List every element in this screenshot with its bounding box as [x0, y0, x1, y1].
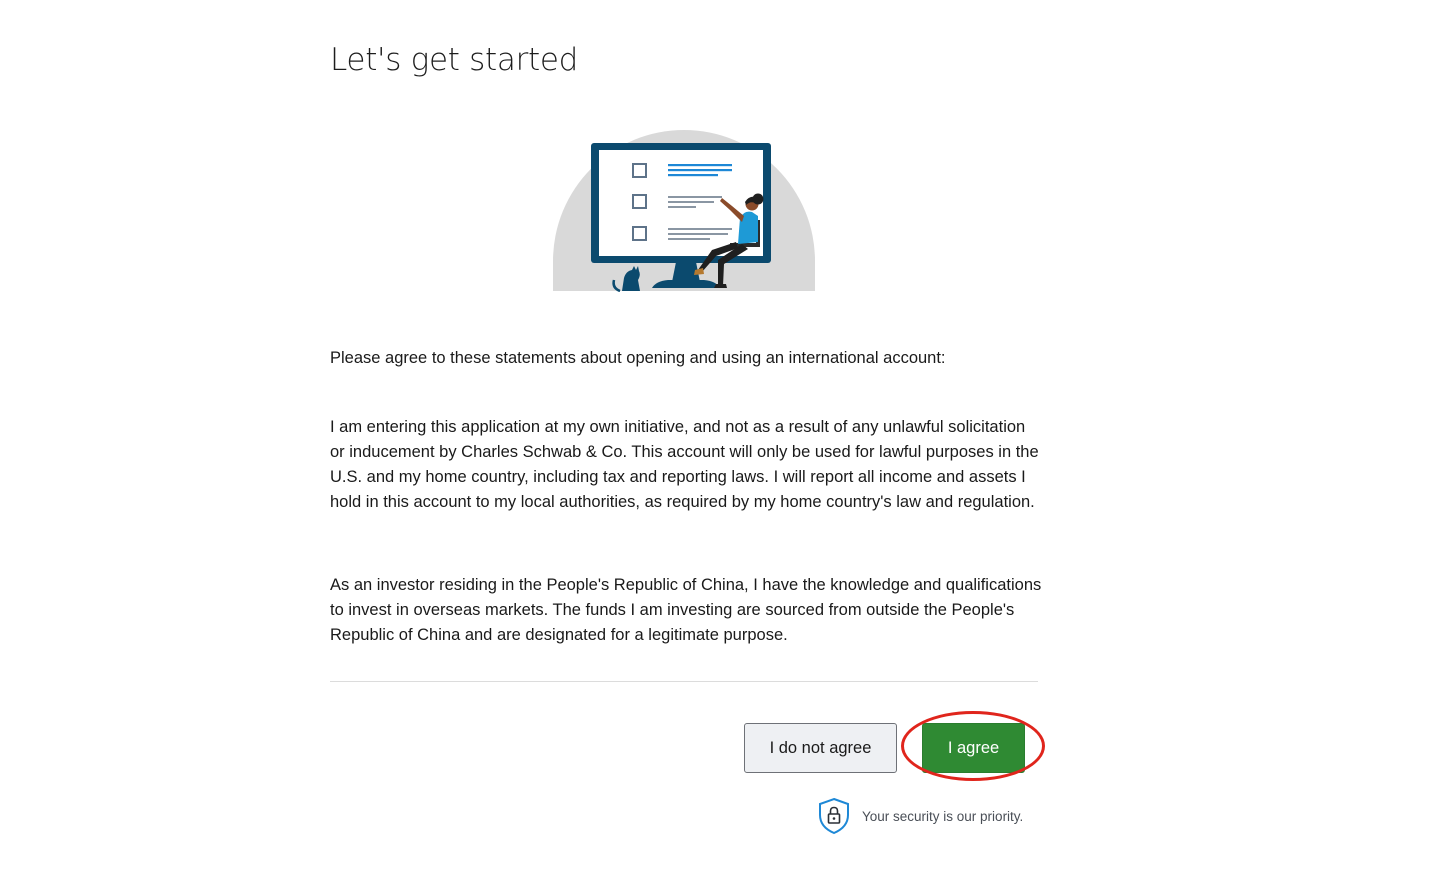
- shield-lock-icon: [817, 797, 851, 835]
- statement-china-investor: As an investor residing in the People's Republic of China, I have the knowledge and qualifications to invest in overseas markets. The funds I am investing are sourced from outside the People's Republic of China and are designated for a legitimate purpose.: [330, 576, 1042, 644]
- agree-button[interactable]: I agree: [922, 723, 1025, 773]
- agreement-intro: Please agree to these statements about opening and using an international account:: [330, 349, 946, 367]
- disagree-button[interactable]: I do not agree: [744, 723, 897, 773]
- security-notice: [817, 797, 1023, 835]
- security-text: Your security is our priority.: [862, 808, 1024, 824]
- monitor-checklist-illustration: [552, 128, 816, 292]
- statement-lawful-use: I am entering this application at my own initiative, and not as a result of any unlawful solicitation or inducement by Charles Schwab & Co. This account will only be used for lawful purposes in the U.S. and my home country, including tax and reporting laws. I will report all income and assets I hold in this account to my local authorities, as required by my home country's law and regulation.: [330, 418, 1039, 511]
- page-title: Let's get started: [330, 42, 579, 78]
- divider: [330, 681, 1038, 682]
